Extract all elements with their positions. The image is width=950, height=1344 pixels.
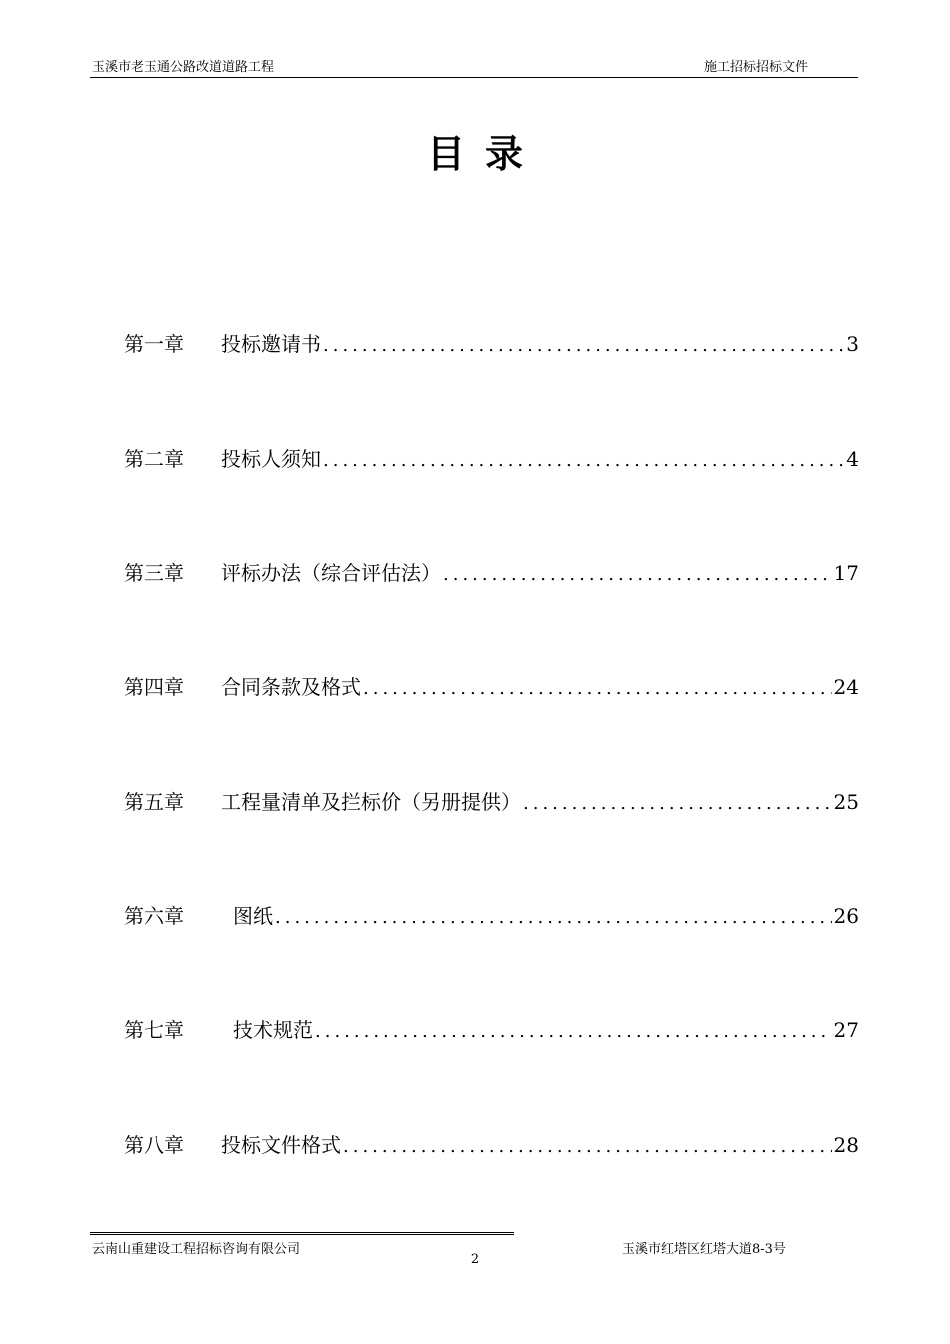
toc-title: 投标文件格式 — [221, 1133, 341, 1157]
toc-title: 合同条款及格式 — [221, 675, 361, 699]
page-number: 2 — [470, 1252, 480, 1267]
toc-title: 工程量清单及拦标价（另册提供） — [221, 790, 521, 814]
toc-title: 技术规范 — [233, 1018, 313, 1042]
toc-chapter: 第六章 — [124, 904, 184, 928]
toc-title: 投标人须知 — [221, 447, 321, 471]
toc-title: 图纸 — [233, 904, 273, 928]
footer-address: 玉溪市红塔区红塔大道8-3号 — [622, 1242, 786, 1257]
toc-chapter: 第三章 — [124, 561, 184, 585]
page-header — [90, 59, 858, 78]
toc-entry-4[interactable] — [124, 672, 859, 702]
toc-page-number: 28 — [833, 1133, 859, 1157]
toc-dot-leader — [443, 560, 832, 590]
toc-entry-3[interactable] — [124, 558, 859, 588]
toc-page-number: 25 — [833, 790, 859, 814]
footer-company-name: 云南山重建设工程招标咨询有限公司 — [92, 1242, 301, 1257]
header-project-name: 玉溪市老玉通公路改道道路工程 — [92, 60, 275, 75]
page-title: 目录 — [426, 132, 543, 176]
toc-dot-leader — [343, 1132, 832, 1162]
toc-chapter: 第七章 — [124, 1018, 184, 1042]
toc-chapter: 第八章 — [124, 1133, 184, 1157]
toc-title: 投标邀请书 — [221, 332, 321, 356]
toc-chapter: 第二章 — [124, 447, 184, 471]
toc-dot-leader — [523, 789, 832, 819]
toc-entry-7[interactable] — [124, 1015, 859, 1045]
footer-divider — [90, 1232, 514, 1235]
toc-page-number: 27 — [833, 1018, 859, 1042]
toc-chapter: 第四章 — [124, 675, 184, 699]
toc-chapter: 第五章 — [124, 790, 184, 814]
toc-dot-leader — [363, 674, 832, 704]
toc-entry-8[interactable] — [124, 1130, 859, 1160]
toc-entry-5[interactable] — [124, 787, 859, 817]
toc-page-number: 24 — [833, 675, 859, 699]
toc-dot-leader — [323, 446, 844, 476]
toc-page-number: 17 — [833, 561, 859, 585]
toc-page-number: 3 — [846, 332, 859, 356]
toc-page-number: 4 — [846, 447, 859, 471]
toc-title: 评标办法（综合评估法） — [221, 561, 441, 585]
toc-dot-leader — [315, 1017, 832, 1047]
toc-dot-leader — [275, 903, 832, 933]
toc-chapter: 第一章 — [124, 332, 184, 356]
toc-entry-2[interactable] — [124, 444, 859, 474]
toc-page-number: 26 — [833, 904, 859, 928]
header-document-type: 施工招标招标文件 — [703, 60, 808, 75]
toc-entry-6[interactable] — [124, 901, 859, 931]
toc-entry-1[interactable] — [124, 329, 859, 359]
toc-dot-leader — [323, 331, 844, 361]
